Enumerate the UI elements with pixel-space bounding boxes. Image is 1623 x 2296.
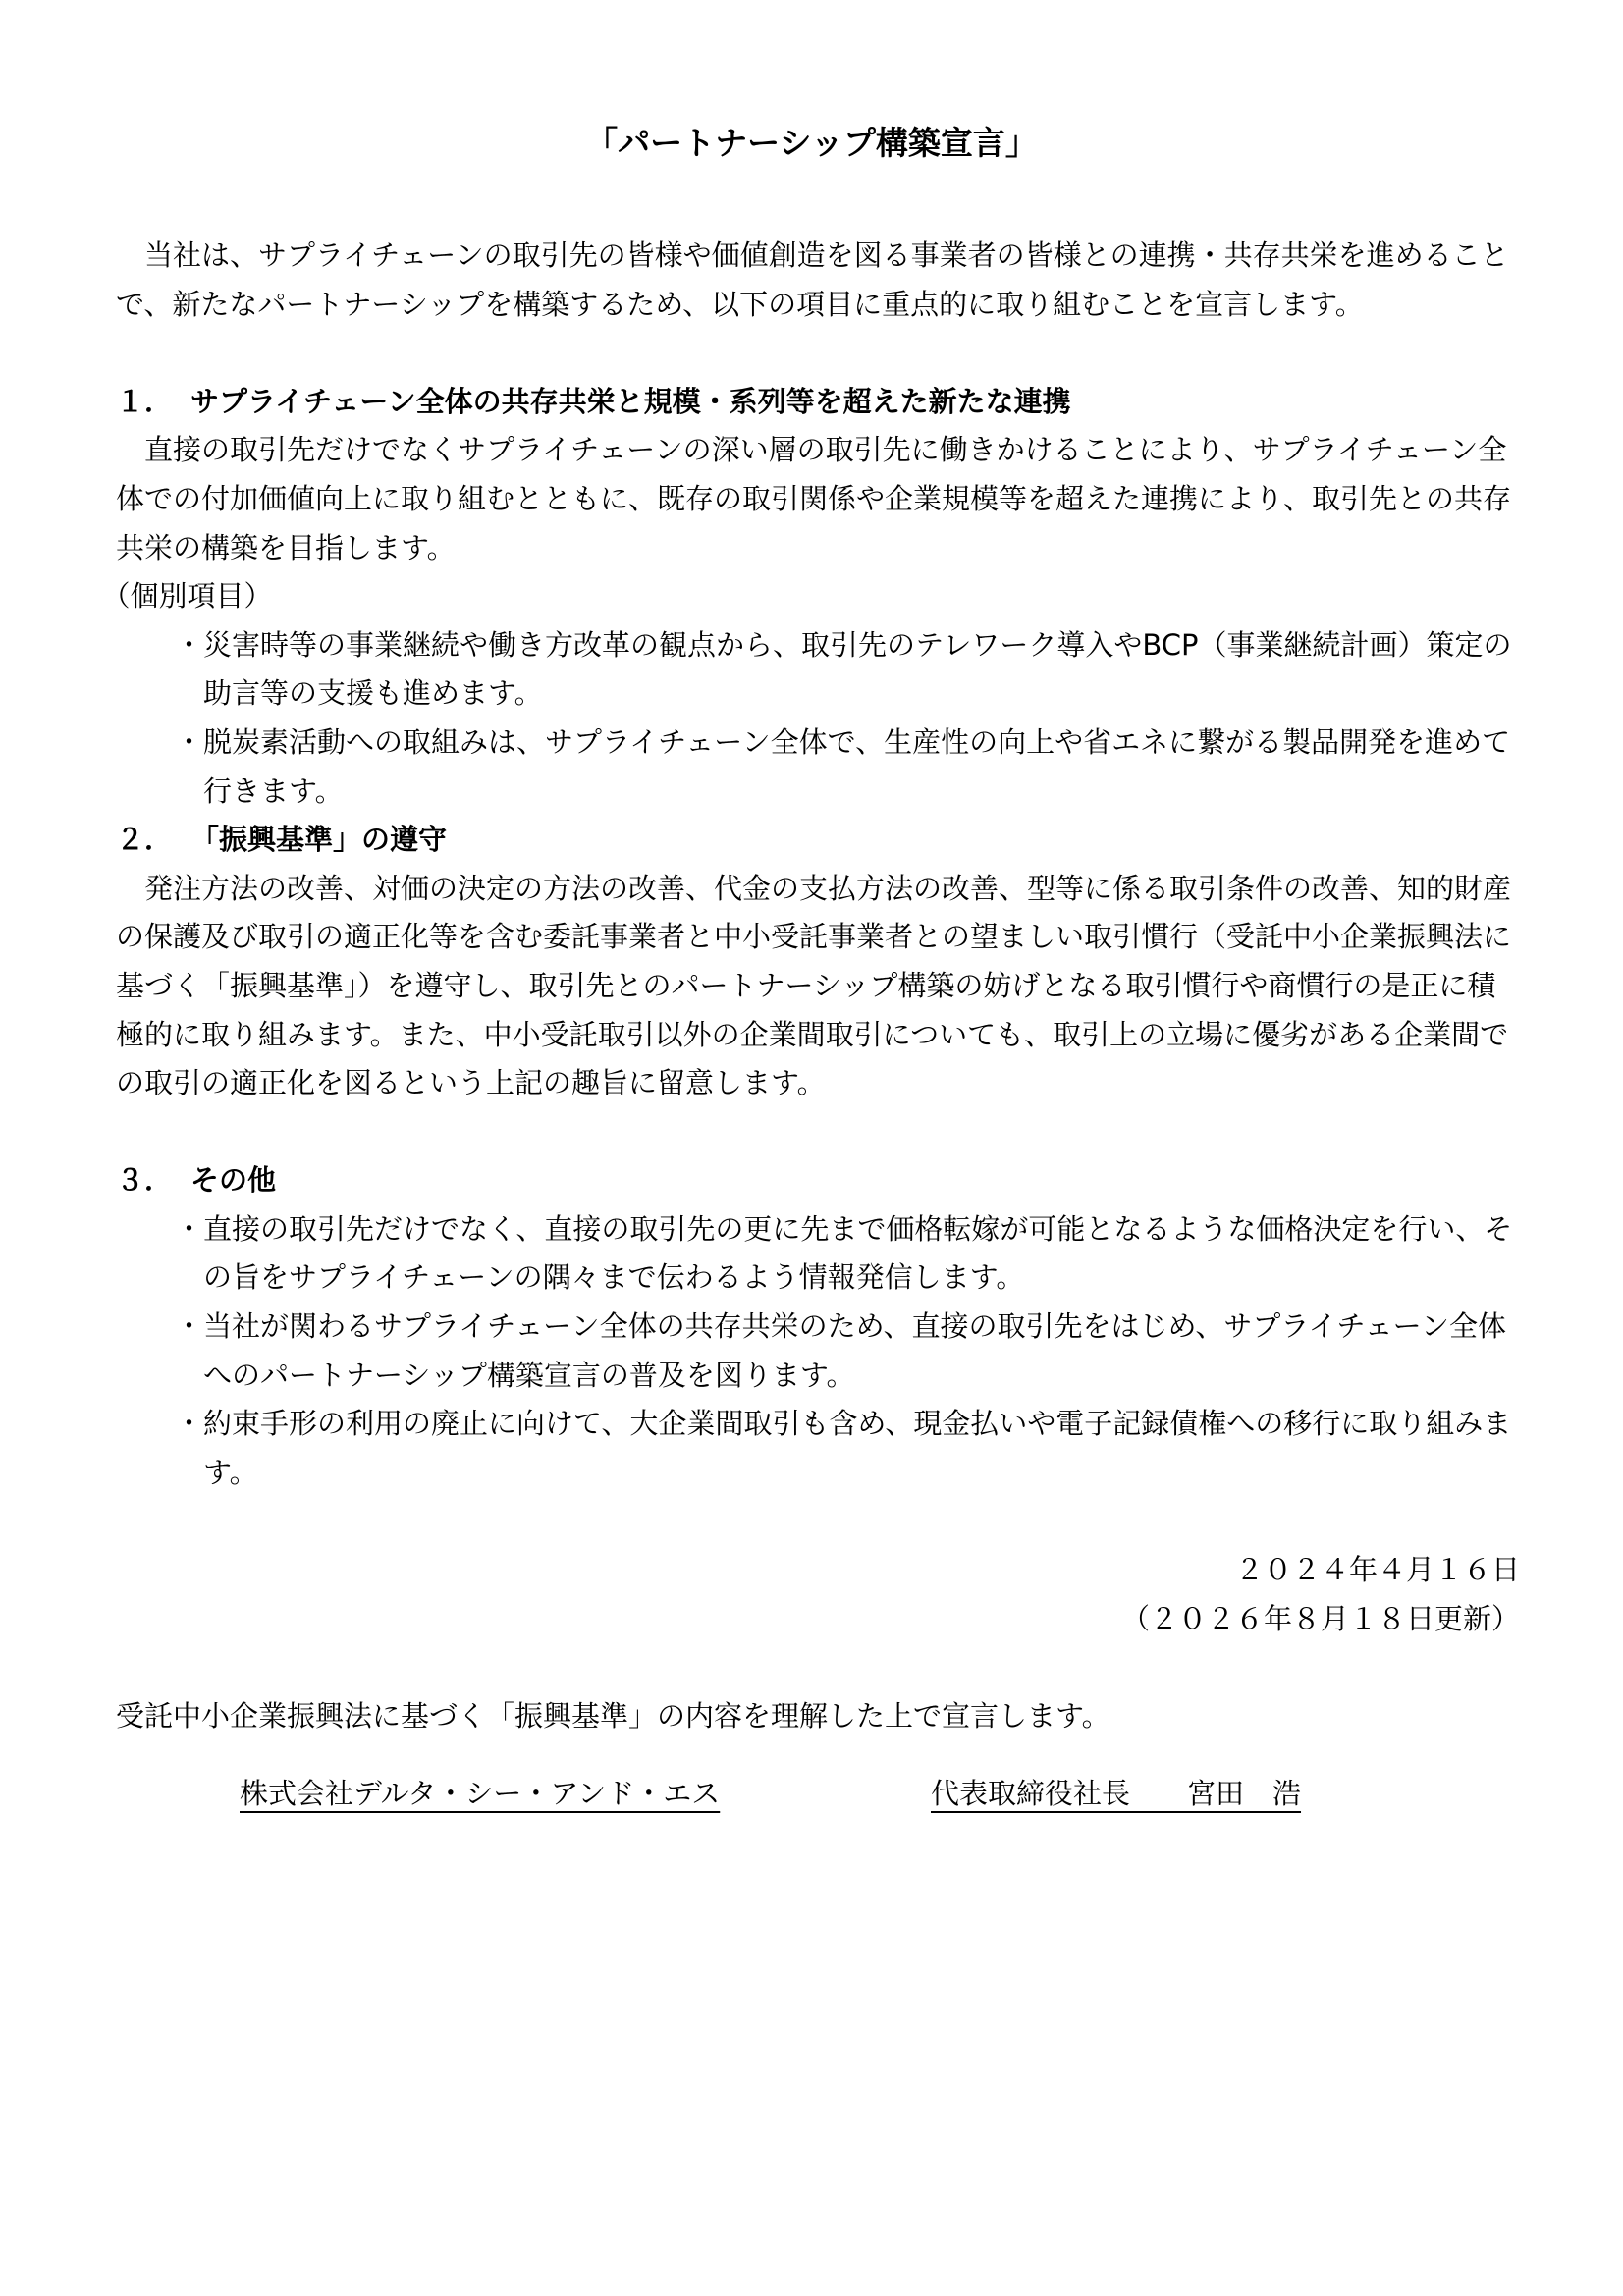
declaration-date: ２０２４年４月１６日 xyxy=(1234,1553,1520,1587)
updated-date: （２０２６年８月１８日更新） xyxy=(1120,1601,1520,1635)
section-3-number: ３． xyxy=(116,1163,174,1198)
section-2-body: 発注方法の改善、対価の決定の方法の改善、代金の支払方法の改善、型等に係る取引条件の改善、知的財産の保護及び取引の適正化等を含む委託事業者と中小受託事業者との望ましい取引慣行（受託中小企業振興法に基づく「振興基準」）を遵守し、取引先とのパートナーシップ構築の妨げとなる取引慣行や商慣行の是正に積極的に取り組みます。また、中小受託取引以外の企業間取引についても、取引上の立場に優劣がある企業間での取引の適正化を図るという上記の趣旨に留意します。 xyxy=(116,871,1512,1100)
section-1-sub-label: （個別項目） xyxy=(101,579,273,614)
declaration-statement: 受託中小企業振興法に基づく「振興基準」の内容を理解した上で宣言します。 xyxy=(116,1698,1110,1733)
document-title: 「パートナーシップ構築宣言」 xyxy=(585,124,1038,162)
section-3-item: ・約束手形の利用の廃止に向けて、大企業間取引も含め、現金払いや電子記録債権への移行に取り組みます。 xyxy=(175,1407,1512,1489)
section-2-number: ２． xyxy=(116,823,174,857)
spacer xyxy=(116,1497,1520,1546)
intro-paragraph: 当社は、サプライチェーンの取引先の皆様や価値創造を図る事業者の皆様との連携・共存共栄を進めることで、新たなパートナーシップを構築するため、以下の項目に重点的に取り組むことを宣言します。 xyxy=(116,239,1509,321)
spacer xyxy=(116,1643,1520,1692)
section-1-heading xyxy=(116,378,1520,427)
section-1-title: サプライチェーン全体の共存共栄と規模・系列等を超えた新たな連携 xyxy=(190,384,1071,418)
section-1-body: 直接の取引先だけでなくサプライチェーンの深い層の取引先に働きかけることにより、サプライチェーン全体での付加価値向上に取り組むとともに、既存の取引関係や企業規模等を超えた連携により、取引先との共存共栄の構築を目指します。 xyxy=(116,433,1512,564)
section-3-heading xyxy=(116,1156,1520,1205)
company-name: 株式会社デルタ・シー・アンド・エス xyxy=(240,1777,721,1811)
section-2-title: 「振興基準」の遵守 xyxy=(190,823,448,857)
section-3-title: その他 xyxy=(190,1163,277,1198)
section-3-items xyxy=(116,1205,1520,1498)
section-1-item: ・災害時等の事業継続や働き方改革の観点から、取引先のテレワーク導入やBCP（事業継続計画）策定の助言等の支援も進めます。 xyxy=(175,627,1512,711)
document-body xyxy=(101,232,1520,1829)
section-2-heading xyxy=(116,816,1520,865)
spacer xyxy=(116,1108,1520,1157)
section-3-item: ・当社が関わるサプライチェーン全体の共存共栄のため、直接の取引先をはじめ、サプライチェーン全体へのパートナーシップ構築宣言の普及を図ります。 xyxy=(175,1309,1507,1392)
section-1-number: １． xyxy=(116,384,174,418)
section-1-items xyxy=(116,621,1520,816)
section-3-item: ・直接の取引先だけでなく、直接の取引先の更に先まで価格転嫁が可能となるような価格決定を行い、その旨をサプライチェーンの隅々まで伝わるよう情報発信します。 xyxy=(175,1211,1513,1295)
signature-row xyxy=(116,1770,1520,1829)
spacer xyxy=(116,329,1520,378)
section-1-item: ・脱炭素活動への取組みは、サプライチェーン全体で、生産性の向上や省エネに繋がる製品開発を進めて行きます。 xyxy=(175,724,1511,808)
representative-name: 代表取締役社長 宮田 浩 xyxy=(931,1777,1302,1811)
date-block xyxy=(116,1546,1520,1643)
